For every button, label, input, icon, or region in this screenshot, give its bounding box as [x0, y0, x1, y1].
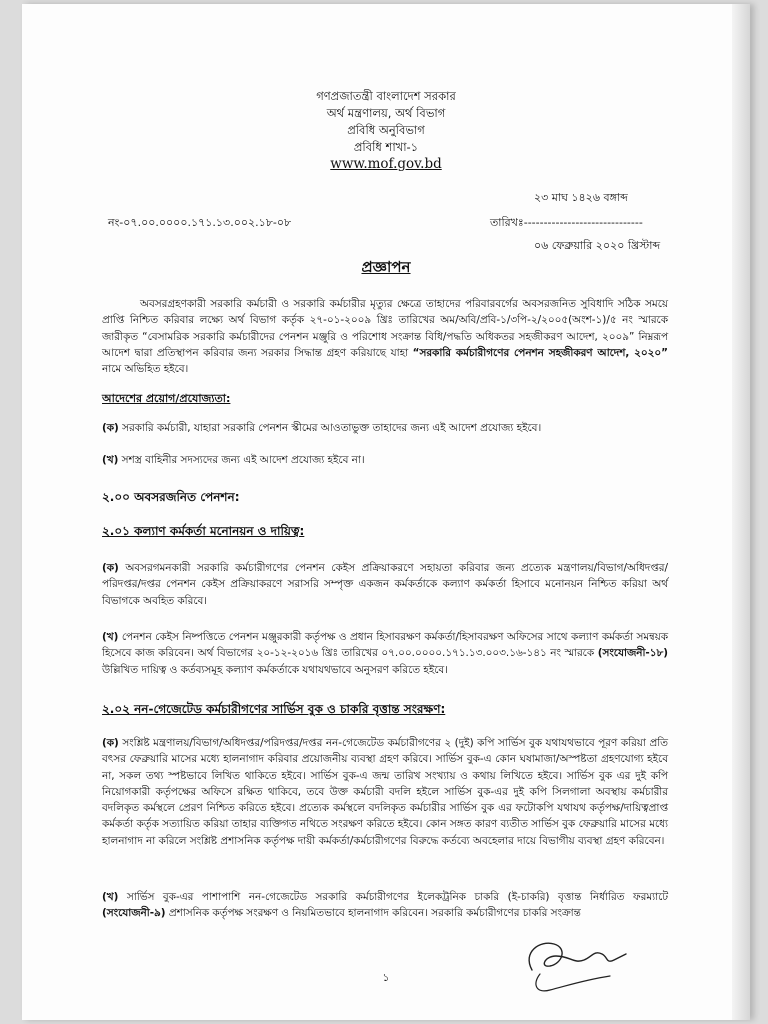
- date-gregorian: ০৬ ফেব্রুয়ারি ২০২০ খ্রিস্টাব্দ: [534, 239, 661, 252]
- item-marker: (ক): [102, 562, 119, 574]
- item-text-b: উল্লিখিত দায়িত্ব ও কর্তব্যসমূহ কল্যাণ কর্মকর্তাকে যথাযথভাবে অনুসরণ করিতে হইবে।: [102, 663, 448, 676]
- section-201-item-kha: [102, 629, 668, 678]
- intro-text-a: অবসরগ্রহণকারী সরকারি কর্মচারী ও সরকারি কর্মচারীর মৃত্যুর ক্ষেত্রে তাহাদের পরিবারবর্গের অবসরজনিত সুবিধাদি সঠিক সময়ে প্রাপ্তি নিশ্চিত করিবার লক্ষ্যে অর্থ বিভাগ কর্তৃক ২৭-০১-২০০৯ খ্রিঃ তারিখের অম/অবি/প্রবি-১/৩পি-২/২০০৫(অংশ-১)/৫ নং স্মারকে জারীকৃত “বেসামরিক সরকারি কর্মচারীদের পেনশন মঞ্জুরি ও পরিশোধ সংক্রান্ত বিধি/পদ্ধতি অধিকতর সহজীকরণ আদেশ, ২০০৯” নিম্নরূপ আদেশ দ্বারা প্রতিস্থাপন করিবার জন্য সরকার সিদ্ধান্ত গ্রহণ করিয়াছে যাহা: [102, 298, 668, 359]
- page-number: ১: [382, 971, 390, 984]
- item-marker: (ক): [102, 422, 119, 434]
- document-page: [22, 4, 750, 1020]
- item-text: সংশ্লিষ্ট মন্ত্রণালয়/বিভাগ/অধিদপ্তর/পরিদপ্তর/দপ্তর নন-গেজেটেড কর্মচারীগণের ২ (দুই) কপি সার্ভিস বুক যথাযথভাবে পূরণ করিয়া প্রতি বৎসর ফেব্রুয়ারি মাসের মধ্যে হালনাগাদ করিবার প্রয়োজনীয় ব্যবস্থা গ্রহণ করিবে। সার্ভিস বুক-এ কোন ঘষামাজা/অস্পষ্টতা গ্রহণযোগ্য হইবে না, সকল তথ্য স্পষ্টভাবে লিখিত থাকিতে হইবে। সার্ভিস বুক-এ জন্ম তারিখ সংখ্যায় ও কথায় লিখিতে হইবে। সার্ভিস বুক এর দুই কপি নিয়োগকারী কর্তৃপক্ষের অফিসে রক্ষিত থাকিবে, তবে উক্ত কর্মচারী বদলি হইলে সার্ভিস বুক-এর দুই কপি সিলগালা অবস্থায় কর্মচারীর বদলিকৃত কর্মস্থলে প্রেরণ নিশ্চিত করিতে হইবে। প্রত্যেক কর্মস্থলে বদলিকৃত কর্মচারীর সার্ভিস বুক এর ফটোকপি যথাযথ কর্তৃপক্ষ/দায়িত্বপ্রাপ্ত কর্মকর্তা কর্তৃক সত্যায়িত করিয়া তাহার ব্যক্তিগত নথিতে সংরক্ষণ করিতে হইবে। কোন সঙ্গত কারণ ব্যতীত সার্ভিস বুক ফেব্রুয়ারি মাসের মধ্যে হালনাগাদ না করিলে সংশ্লিষ্ট প্রশাসনিক কর্তৃপক্ষ দায়ী কর্মকর্তা/কর্মচারীগণের বিরুদ্ধে কর্তব্যে অবহেলার দায়ে বিভাগীয় ব্যবস্থা গ্রহণ করিবেন।: [102, 737, 668, 847]
- section-202-item-ka: [102, 735, 668, 849]
- header-ministry: অর্থ মন্ত্রণালয়, অর্থ বিভাগ: [326, 106, 446, 120]
- section-201-heading: ২.০১ কল্যাণ কর্মকর্তা মনোনয়ন ও দায়িত্ব:: [102, 524, 305, 538]
- item-marker: (খ): [102, 891, 119, 903]
- header-branch: প্রবিধি শাখা-১: [353, 140, 419, 154]
- item-text: অবসরগমনকারী সরকারি কর্মচারীগণের পেনশন কেইস প্রক্রিয়াকরণে সহায়তা করিবার জন্য প্রত্যেক মন্ত্রণালয়/বিভাগ/অধিদপ্তর/পরিদপ্তর/দপ্তর পেনশন কেইস প্রক্রিয়াকরণে সরাসরি সম্পৃক্ত একজন কর্মকর্তাকে কল্যাণ কর্মকর্তা হিসাবে মনোনয়ন নিশ্চিত করিয়া অর্থ বিভাগকে অবহিত করিবে।: [102, 562, 668, 607]
- item-text-b: প্রশাসনিক কর্তৃপক্ষ সংরক্ষণ ও নিয়মিতভাবে হালনাগাদ করিবেন। সরকারি কর্মচারীগণের চাকরি সংক্রান্ত: [168, 907, 581, 920]
- section-202-heading: ২.০২ নন-গেজেটেড কর্মচারীগণের সার্ভিস বুক ও চাকরি বৃত্তান্ত সংরক্ষণ:: [102, 702, 446, 716]
- item-marker: (ক): [102, 737, 119, 749]
- date-bangla: ২৩ মাঘ ১৪২৬ বঙ্গাব্দ: [534, 191, 628, 204]
- document-title: প্রজ্ঞাপন: [361, 258, 411, 276]
- memo-number: নং-০৭.০০.০০০০.১৭১.১৩.০০২.১৮-০৮: [108, 216, 292, 229]
- order-title-bold: “সরকারি কর্মচারীগণের পেনশন সহজীকরণ আদেশ, ২০২০”: [412, 346, 668, 359]
- header-website-link[interactable]: www.mof.gov.bd: [330, 156, 442, 172]
- intro-paragraph: [102, 296, 668, 377]
- application-heading: আদেশের প্রয়োগ/প্রযোজ্যতা:: [102, 392, 231, 405]
- annex-reference: (সংযোজনী-৯): [102, 907, 166, 920]
- item-text: সশস্ত্র বাহিনীর সদস্যদের জন্য এই আদেশ প্রযোজ্য হইবে না।: [121, 454, 365, 466]
- letterhead: [22, 88, 750, 173]
- application-item-kha: [102, 452, 668, 468]
- item-marker: (খ): [102, 454, 119, 466]
- item-marker: (খ): [102, 631, 119, 643]
- date-label: তারিখঃ------------------------------: [490, 216, 643, 229]
- item-text-a: সার্ভিস বুক-এর পাশাপাশি নন-গেজেটেড সরকারি কর্মচারীগণের ইলেকট্রনিক চাকরি (ই-চাকরি) বৃত্তান্ত নির্ধারিত ফরম্যাটে: [126, 891, 668, 903]
- intro-text-b: নামে অভিহিত হইবে।: [102, 363, 189, 376]
- item-text-a: পেনশন কেইস নিষ্পত্তিতে পেনশন মঞ্জুরকারী কর্তৃপক্ষ ও প্রধান হিসাবরক্ষণ কর্মকর্তা/হিসাবরক্ষণ অফিসের সাথে কল্যাণ কর্মকর্তা সমন্বয়ক হিসেবে কাজ করিবেন। অর্থ বিভাগের ২০-১২-২০১৬ খ্রিঃ তারিখের ০৭.০০.০০০০.১৭১.১৩.০০৩.১৬-১৪১ নং স্মারকে: [102, 631, 668, 660]
- section-201-item-ka: [102, 560, 668, 609]
- header-wing: প্রবিধি অনুবিভাগ: [347, 123, 425, 137]
- application-item-ka: [102, 420, 668, 436]
- section-200-heading: ২.০০ অবসরজনিত পেনশন:: [102, 490, 240, 504]
- header-government-name: গণপ্রজাতন্ত্রী বাংলাদেশ সরকার: [316, 89, 456, 103]
- section-202-item-kha: [102, 889, 668, 922]
- annex-reference: (সংযোজনী-১৮): [597, 647, 668, 660]
- item-text: সরকারি কর্মচারী, যাহারা সরকারি পেনশন স্কীমের আওতাভুক্ত তাহাদের জন্য এই আদেশ প্রযোজ্য হইবে।: [122, 422, 542, 434]
